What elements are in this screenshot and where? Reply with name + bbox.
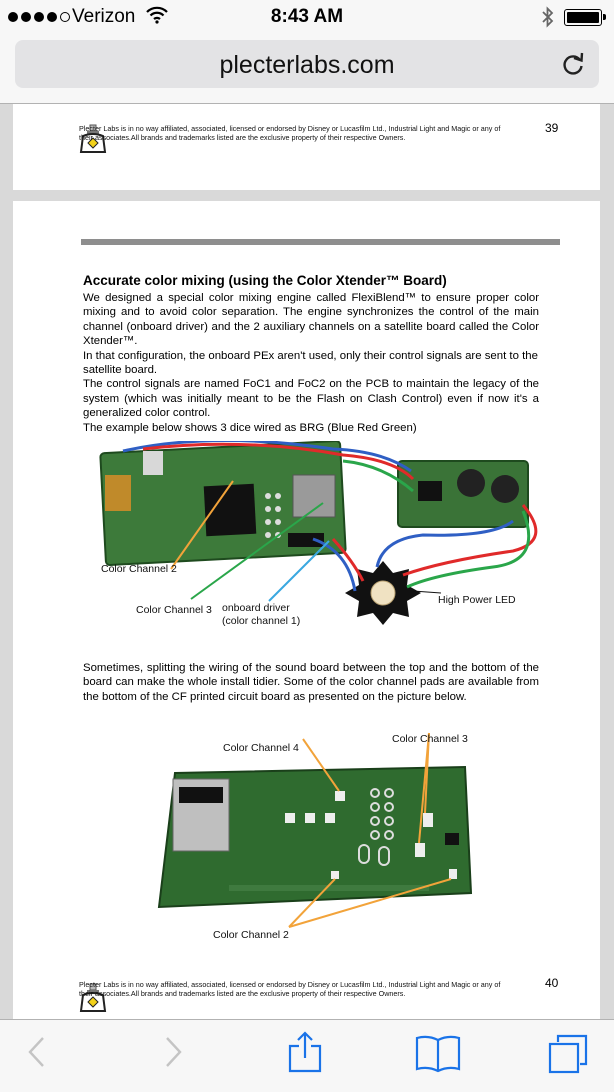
carrier-name: Verizon: [72, 6, 136, 27]
bluetooth-icon: [541, 5, 555, 34]
page-number: 40: [545, 976, 559, 990]
paragraph: We designed a special color mixing engine called FlexiBlend™ to ensure proper color mixing and to avoid color separation. The engine synchronizes the control of the main channel (onboard driver) and the 2 auxiliary channels on a satellite board called the Color Xtender™.: [83, 292, 539, 348]
component: [445, 833, 459, 845]
capacitor: [105, 475, 131, 511]
inductor: [457, 469, 485, 497]
browser-address-area: [0, 34, 614, 104]
battery-icon: [564, 9, 602, 26]
url-text: plecterlabs.com: [219, 51, 395, 79]
header-rule: [81, 239, 560, 245]
label-color-channel-4: Color Channel 4: [223, 742, 299, 754]
pdf-page-39: [13, 104, 600, 190]
led-dice: [371, 581, 395, 605]
page-footer-disclaimer: Plecter Labs is in no way affiliated, associated, licensed or endorsed by Disney or Lucasfilm Ltd., Industrial Light and Magic or any of their associates.All brands and trademarks listed are the exclusive property of their respective Owners.: [79, 980, 501, 998]
bookmarks-book-icon[interactable]: [414, 1034, 462, 1079]
label-color-channel-2: Color Channel 2: [213, 929, 289, 941]
status-bar: [0, 0, 614, 34]
clock: 8:43 AM: [270, 6, 344, 27]
label-color-channel-3: Color Channel 3: [392, 733, 468, 745]
reload-icon[interactable]: [561, 51, 585, 82]
label-onboard-driver: onboard driver: [222, 602, 290, 614]
component: [143, 451, 163, 475]
inductor: [491, 475, 519, 503]
pdf-page-40: [13, 201, 600, 1019]
browser-toolbar: [0, 1019, 614, 1092]
intro-text: [83, 291, 539, 435]
address-bar[interactable]: [15, 40, 599, 88]
share-icon[interactable]: [286, 1030, 324, 1079]
tabs-icon[interactable]: [546, 1032, 590, 1081]
red-wire: [333, 539, 363, 581]
label-color-channel-1: (color channel 1): [222, 615, 301, 627]
paragraph: The control signals are named FoC1 and FoC2 on the PCB to maintain the legacy of the system (which was initially meant to be the Flash on Clash Control) even if now it's a generalized color control.: [83, 378, 539, 420]
label-color-channel-2: Color Channel 2: [101, 563, 177, 575]
forward-chevron-icon[interactable]: [162, 1034, 184, 1075]
label-color-channel-3: Color Channel 3: [136, 604, 212, 616]
label-high-power-led: High Power LED: [438, 594, 516, 606]
page-number: 39: [545, 121, 559, 135]
paragraph-2: Sometimes, splitting the wiring of the sound board between the top and the bottom of the board can make the whole install tidier. Some of the color channel pads are available from the bottom of the CF printed circuit board as presented on the picture below.: [83, 662, 539, 703]
back-chevron-icon[interactable]: [26, 1034, 48, 1075]
cf-board-bottom-figure: [153, 731, 493, 931]
sd-card-slot: [179, 787, 223, 803]
paragraph: The example below shows 3 dice wired as BRG (Blue Red Green): [83, 421, 417, 434]
section-heading: Accurate color mixing (using the Color Xtender™ Board): [83, 273, 447, 288]
driver-chip: [418, 481, 442, 501]
paragraph: In that configuration, the onboard PEx aren't used, only their control signals are sent to the satellite board.: [83, 349, 538, 377]
page-footer-disclaimer: Plecter Labs is in no way affiliated, associated, licensed or endorsed by Disney or Lucasfilm Ltd., Industrial Light and Magic or any of their associates.All brands and trademarks listed are the exclusive property of their respective Owners.: [79, 124, 501, 142]
